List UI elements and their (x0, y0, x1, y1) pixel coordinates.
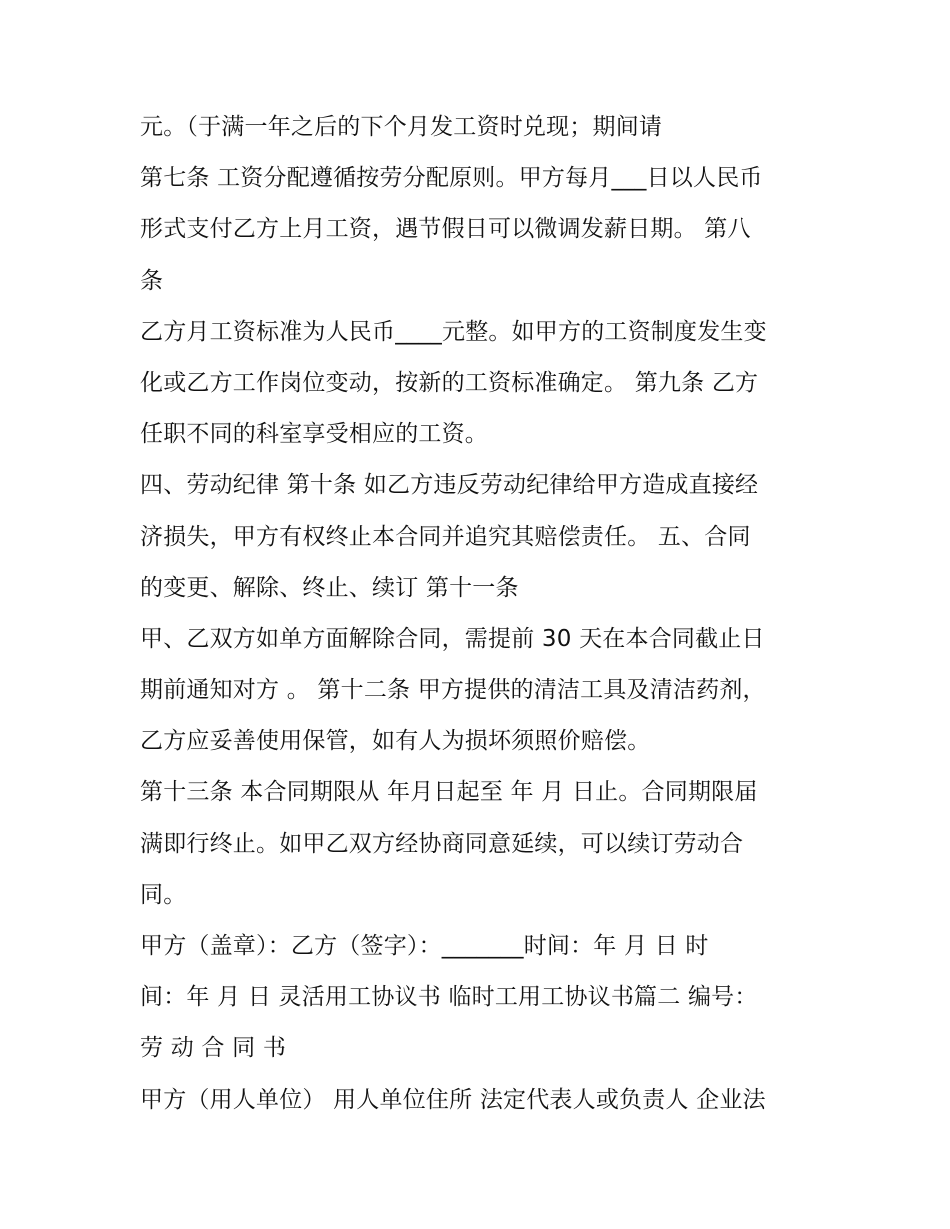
text-line: 济损失，甲方有权终止本合同并追究其赔偿责任。 五、合同 (140, 523, 751, 550)
text-line: 甲方（盖章）：乙方（签字）：_______时间：年 月 日 时 (140, 933, 709, 959)
text-line: 间：年 月 日 灵活用工协议书 临时工用工协议书篇二 编号： (140, 984, 758, 1011)
text-line: 元。（于满一年之后的下个月发工资时兑现；期间请 (140, 114, 663, 140)
document-body (140, 102, 840, 1126)
text-line: 乙方应妥善使用保管，如有人为损坏须照价赔偿。 (140, 728, 651, 755)
text-line: 第七条 工资分配遵循按劳分配原则。甲方每月___日以人民币 (140, 165, 763, 192)
text-line: 同。 (140, 881, 187, 908)
text-line: 甲方（用人单位） 用人单位住所 法定代表人或负责人 企业法 (140, 1086, 766, 1113)
text-line: 化或乙方工作岗位变动，按新的工资标准确定。 第九条 乙方 (140, 369, 759, 396)
text-line: 期前通知对方 。 第十二条 甲方提供的清洁工具及清洁药剂， (140, 677, 766, 704)
text-line: 劳 动 合 同 书 (140, 1035, 287, 1062)
text-line: 甲、乙双方如单方面解除合同，需提前 30 天在本合同截止日 (140, 625, 765, 652)
text-line: 形式支付乙方上月工资，遇节假日可以微调发薪日期。 第八 (140, 216, 751, 243)
text-line: 满即行终止。如甲乙双方经协商同意延续，可以续订劳动合 (140, 830, 744, 857)
text-line: 任职不同的科室享受相应的工资。 (140, 421, 488, 448)
text-line: 第十三条 本合同期限从 年月日起至 年 月 日止。合同期限届 (140, 779, 758, 806)
text-line: 四、劳动纪律 第十条 如乙方违反劳动纪律给甲方造成直接经 (140, 472, 759, 499)
text-line: 条 (140, 267, 164, 294)
text-line: 乙方月工资标准为人民币____元整。如甲方的工资制度发生变 (140, 318, 767, 345)
text-line: 的变更、解除、终止、续订 第十一条 (140, 574, 519, 601)
